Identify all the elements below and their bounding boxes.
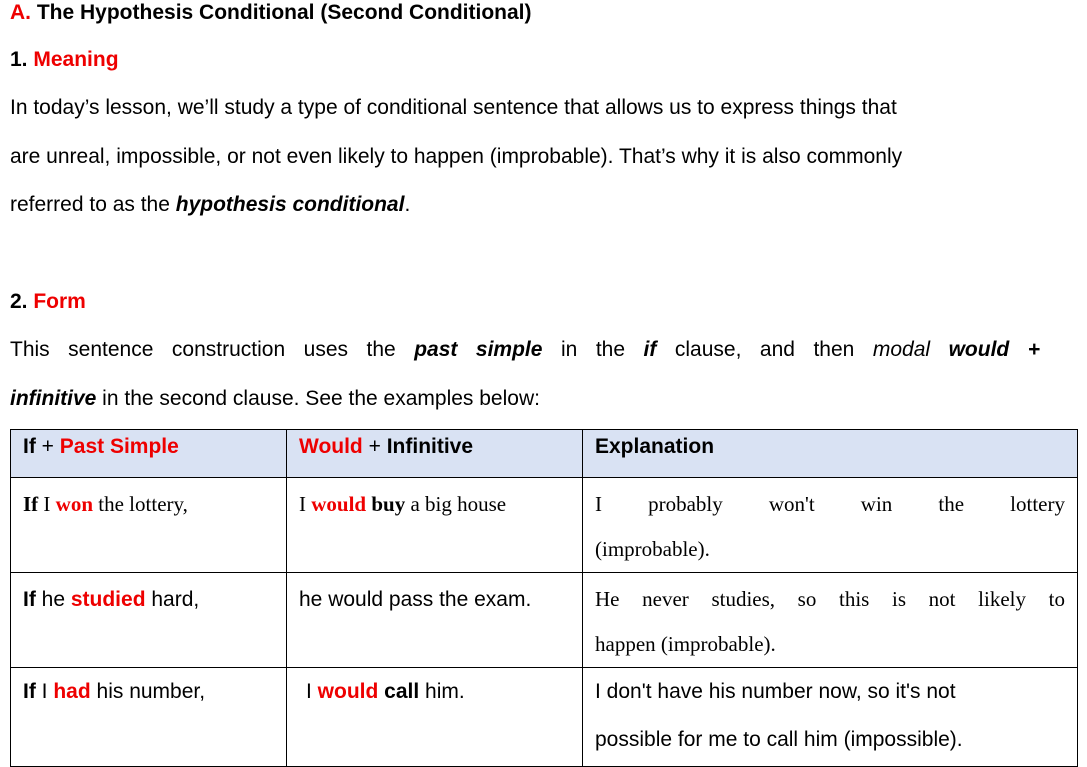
row1-c2-pre: I — [299, 492, 312, 516]
row3-subject: I — [35, 680, 54, 703]
row3-would: would — [317, 680, 379, 703]
row2-if: If — [23, 588, 36, 611]
form-l2-rest: in the second clause. See the examples below: — [96, 386, 540, 410]
meaning-heading — [10, 48, 119, 72]
form-paragraph — [10, 326, 1040, 423]
row2-main-clause — [287, 573, 583, 668]
table-header-row — [11, 430, 1078, 478]
row1-c2-rest: a big house — [405, 492, 507, 516]
form-l1-in-the: in the — [560, 338, 626, 361]
row2-expl-line-1: He never studies, so this is not likely to — [595, 587, 1065, 611]
row3-c2-wrap — [299, 668, 465, 716]
if-term: if — [643, 338, 657, 361]
form-line-2 — [10, 375, 1040, 424]
meaning-label: Meaning — [33, 48, 119, 71]
form-l1-a: This sentence construction uses the — [10, 338, 396, 361]
row3-main-clause — [287, 668, 583, 767]
header-explanation-label: Explanation — [595, 435, 715, 458]
header-if-past-simple — [11, 430, 287, 478]
meaning-line-2: are unreal, impossible, or not even likely to happen (improbable). That’s why it is also commonly — [10, 144, 903, 168]
meaning-paragraph — [10, 84, 1040, 230]
would-term: would + — [948, 338, 1041, 361]
row2-rest: hard, — [145, 588, 200, 611]
section-heading — [10, 1, 532, 25]
infinitive-term: infinitive — [10, 386, 97, 410]
row2-expl-line-2: happen (improbable). — [595, 632, 776, 656]
header-explanation — [583, 430, 1078, 478]
row3-if-clause — [11, 668, 287, 767]
row3-verb: had — [53, 680, 91, 703]
row3-if: If — [23, 680, 36, 703]
hypothesis-conditional-term: hypothesis conditional — [175, 193, 405, 216]
meaning-line-3 — [10, 181, 1040, 230]
row3-c2-verb: call — [384, 680, 420, 703]
row3-c2-pre: I — [306, 680, 318, 703]
row1-expl-line-2: (improbable). — [595, 537, 710, 561]
form-label: Form — [33, 290, 86, 313]
row1-rest: the lottery, — [93, 492, 188, 516]
form-line-1 — [10, 326, 1040, 375]
header-plus-2: + — [362, 435, 387, 458]
row1-verb: won — [55, 492, 94, 516]
row1-main-clause — [287, 478, 583, 573]
meaning-line-3-pre: referred to as the — [10, 193, 176, 216]
form-l1-clause: clause, and then — [674, 338, 855, 361]
header-past-simple: Past Simple — [59, 435, 179, 458]
modal-term: modal — [872, 338, 931, 361]
row2-if-clause — [11, 573, 287, 668]
row1-c2-verb: buy — [371, 492, 406, 516]
row3-c2-rest: him. — [419, 680, 465, 703]
row1-explanation — [583, 478, 1078, 573]
row2-explanation — [583, 573, 1078, 668]
section-title: The Hypothesis Conditional (Second Conditional) — [36, 1, 532, 24]
meaning-line-3-post: . — [404, 193, 411, 216]
row2-subject: he — [35, 588, 71, 611]
meaning-number: 1. — [10, 48, 28, 71]
past-simple-term: past simple — [414, 338, 543, 361]
header-infinitive: Infinitive — [386, 435, 474, 458]
row1-expl-line-1: I probably won't win the lottery — [595, 492, 1065, 516]
header-would: Would — [299, 435, 363, 458]
header-if: If — [23, 435, 36, 458]
meaning-line-1: In today’s lesson, we’ll study a type of conditional sentence that allows us to express things that — [10, 96, 897, 119]
row3-expl-line-2: possible for me to call him (impossible). — [595, 728, 963, 751]
table-row — [11, 668, 1078, 767]
table-row — [11, 573, 1078, 668]
row3-rest: his number, — [90, 680, 206, 703]
row3-expl-line-1: I don't have his number now, so it's not — [595, 680, 956, 703]
header-would-infinitive — [287, 430, 583, 478]
header-plus-1: + — [35, 435, 60, 458]
row3-explanation — [583, 668, 1078, 767]
row1-if: If — [23, 492, 39, 516]
conditional-table — [10, 429, 1078, 767]
row1-if-clause — [11, 478, 287, 573]
table-row — [11, 478, 1078, 573]
row2-verb: studied — [70, 588, 146, 611]
section-letter: A. — [10, 1, 31, 24]
form-heading — [10, 290, 86, 314]
row1-would: would — [311, 492, 367, 516]
form-number: 2. — [10, 290, 28, 313]
row1-subject: I — [38, 492, 56, 516]
row2-c2: he would pass the exam. — [299, 588, 532, 611]
